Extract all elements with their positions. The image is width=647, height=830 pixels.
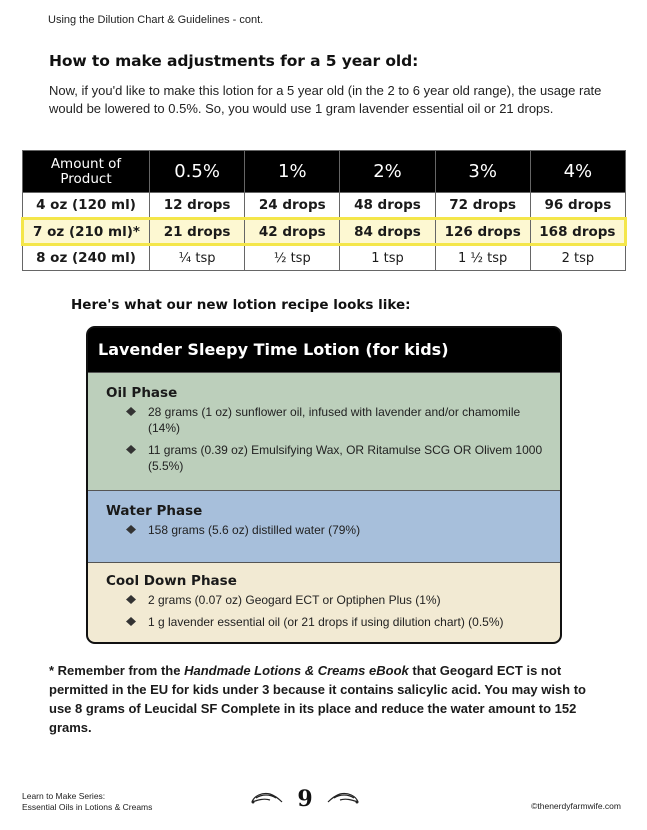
water-phase-section <box>88 490 560 562</box>
header-percentage: 1% <box>245 151 340 193</box>
ingredient-item <box>106 614 546 630</box>
section-title: How to make adjustments for a 5 year old: <box>49 52 419 70</box>
header-percentage: 2% <box>340 151 435 193</box>
ingredient-item <box>106 404 546 436</box>
recipe-intro: Here's what our new lotion recipe looks like: <box>71 297 411 313</box>
header-amount-of-product <box>23 151 150 193</box>
flourish-right-icon <box>326 788 360 810</box>
header-line-1: Amount of <box>50 155 122 172</box>
table-row <box>23 245 626 271</box>
footer-series <box>22 791 152 813</box>
drops-cell: 12 drops <box>150 193 245 219</box>
diamond-bullet-icon <box>126 525 135 534</box>
amount-cell: 8 oz (240 ml) <box>23 245 150 271</box>
ingredient-text: 11 grams (0.39 oz) Emulsifying Wax, OR Ritamulse SCG OR Olivem 1000 (5.5%) <box>148 443 543 473</box>
dilution-table <box>21 150 627 271</box>
phase-title: Water Phase <box>106 503 203 519</box>
amount-cell: 4 oz (120 ml) <box>23 193 150 219</box>
drops-cell: 168 drops <box>530 219 625 245</box>
tsp-cell: 2 tsp <box>530 245 625 271</box>
table-row <box>23 193 626 219</box>
ingredient-item <box>106 442 546 474</box>
diamond-bullet-icon <box>126 407 135 416</box>
tsp-cell: ½ tsp <box>245 245 340 271</box>
table-row-highlighted <box>23 219 626 245</box>
footnote <box>49 661 609 737</box>
footnote-prefix: * Remember from the <box>49 663 185 678</box>
ingredient-text: 28 grams (1 oz) sunflower oil, infused with lavender and/or chamomile (14%) <box>148 405 521 435</box>
header-percentage: 4% <box>530 151 625 193</box>
flourish-left-icon <box>250 788 284 810</box>
phase-title: Oil Phase <box>106 385 178 401</box>
tsp-cell: 1 ½ tsp <box>435 245 530 271</box>
tsp-cell: ¼ tsp <box>150 245 245 271</box>
footer-series-line-2: Essential Oils in Lotions & Creams <box>22 802 153 812</box>
footnote-book-title: Handmade Lotions & Creams eBook <box>184 663 409 678</box>
drops-cell: 24 drops <box>245 193 340 219</box>
footer-copyright: ©thenerdyfarmwife.com <box>531 801 621 811</box>
ingredient-item <box>106 592 546 608</box>
header-percentage: 3% <box>435 151 530 193</box>
header-percentage: 0.5% <box>150 151 245 193</box>
drops-cell: 126 drops <box>435 219 530 245</box>
drops-cell: 21 drops <box>150 219 245 245</box>
header-line-2: Product <box>60 170 112 187</box>
intro-paragraph: Now, if you'd like to make this lotion for a 5 year old (in the 2 to 6 year old range), the usage rate would be lowered to 0.5%. So, you would use 1 gram lavender essential oil or 21 drops. <box>49 83 602 116</box>
ingredient-text: 2 grams (0.07 oz) Geogard ECT or Optiphen Plus (1%) <box>148 593 441 607</box>
drops-cell: 42 drops <box>245 219 340 245</box>
table-header-row <box>23 151 626 193</box>
diamond-bullet-icon <box>126 617 135 626</box>
recipe-card <box>86 326 562 644</box>
footnote-suffix: that Geogard ECT is not permitted in the EU for kids under 3 because it contains salicylic acid. You may wish to use 8 grams of Leucidal SF Complete in its place and reduce the water amount to 152 grams. <box>49 663 586 735</box>
ingredient-text: 1 g lavender essential oil (or 21 drops if using dilution chart) (0.5%) <box>148 615 504 629</box>
page-number: 9 <box>297 786 313 812</box>
tsp-cell: 1 tsp <box>340 245 435 271</box>
diamond-bullet-icon <box>126 445 135 454</box>
recipe-title: Lavender Sleepy Time Lotion (for kids) <box>88 328 560 372</box>
phase-title: Cool Down Phase <box>106 573 237 589</box>
oil-phase-section <box>88 372 560 490</box>
drops-cell: 48 drops <box>340 193 435 219</box>
footer-series-line-1: Learn to Make Series: <box>22 791 106 801</box>
ingredient-item <box>106 522 546 538</box>
drops-cell: 96 drops <box>530 193 625 219</box>
page-number-ornament <box>250 784 360 814</box>
running-head: Using the Dilution Chart & Guidelines - cont. <box>48 14 264 26</box>
diamond-bullet-icon <box>126 595 135 604</box>
drops-cell: 72 drops <box>435 193 530 219</box>
drops-cell: 84 drops <box>340 219 435 245</box>
amount-cell: 7 oz (210 ml)* <box>23 219 150 245</box>
cool-down-phase-section <box>88 562 560 644</box>
ingredient-text: 158 grams (5.6 oz) distilled water (79%) <box>148 523 361 537</box>
